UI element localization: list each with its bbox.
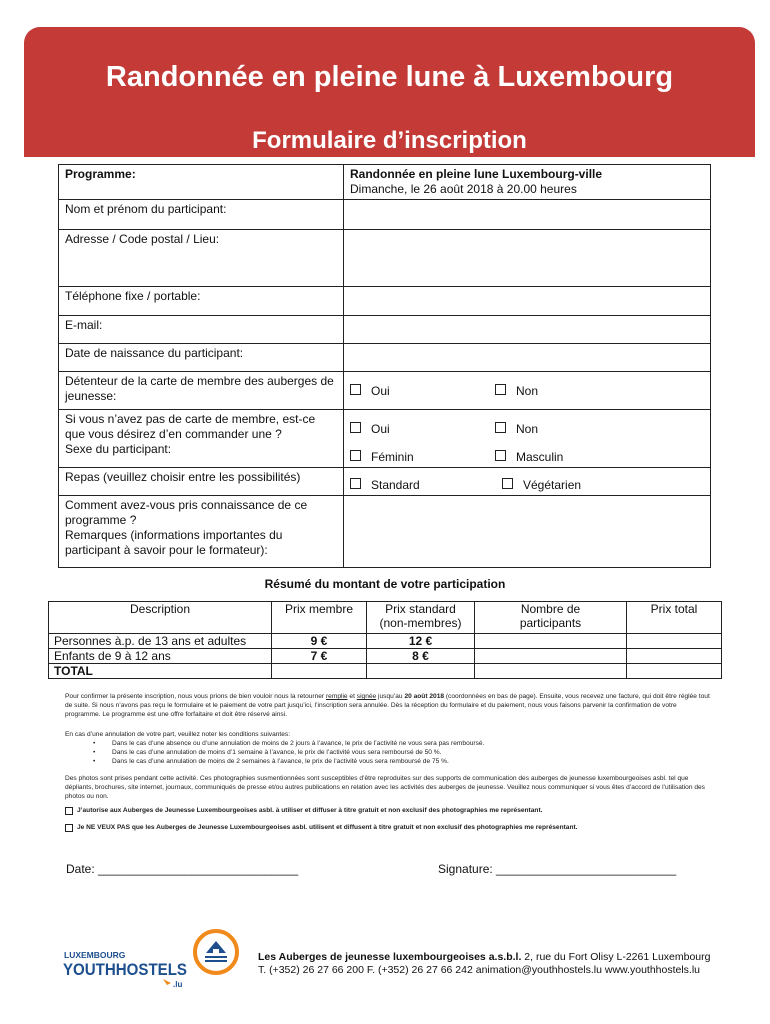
list-item: • Dans le cas d’une annulation de moins d’1 semaine à l’avance, le prix de l’activité vous sera remboursé de 50 %. — [93, 748, 710, 757]
consent-no-line[interactable] — [65, 823, 710, 832]
checkbox[interactable] — [495, 422, 506, 433]
footer-address: 2, rue du Fort Olisy L-2261 Luxembourg — [521, 951, 711, 963]
logo-arrow-shape — [163, 979, 171, 985]
total-field[interactable] — [627, 664, 722, 679]
programme-label: Programme: — [59, 165, 344, 200]
checkbox[interactable] — [495, 384, 506, 395]
page-title: Randonnée en pleine lune à Luxembourg — [105, 61, 674, 93]
meal-vegetarian-option[interactable]: Végétarien — [502, 478, 581, 493]
footer-org: Les Auberges de jeunesse luxembourgeoises a.s.b.l. — [258, 951, 522, 963]
title-banner — [24, 27, 755, 157]
member-card-no-option[interactable]: Non — [495, 384, 538, 399]
member-card-label: Détenteur de la carte de membre des auberges de jeunesse: — [59, 372, 344, 410]
hostelling-international-logo — [193, 929, 239, 975]
order-card-label: Si vous n’avez pas de carte de membre, est-ce que vous désirez d’en commander une ? — [65, 412, 316, 441]
summary-header: Prix total — [627, 602, 722, 634]
sex-label: Sexe du participant: — [65, 442, 172, 456]
email-field[interactable] — [344, 316, 711, 344]
programme-date: Dimanche, le 26 août 2018 à 20.00 heures — [350, 182, 577, 196]
order-card-yes-option[interactable]: Oui — [350, 422, 495, 437]
text-run: et — [347, 693, 357, 700]
order-sex-options — [344, 410, 711, 468]
row-participants-field[interactable] — [475, 649, 627, 664]
summary-header: Nombre de participants — [475, 602, 627, 634]
photos-paragraph: Des photos sont prises pendant cette activité. Ces photographies susmentionnées sont susceptibles d’être reproduites sur des supports de communication des auberges de jeunesse luxembourgeoises asbl. tel que dépliants, brochures, site internet, journaux, communiqués de presse et/ou autres publications en relation avec les activités des auberges de jeunesse. Veuillez nous communiquer si vous êtes d’accord de l’utilisation des photos ou non. — [65, 775, 705, 800]
programme-title: Randonnée en pleine lune Luxembourg-ville — [350, 167, 603, 181]
logo-suffix-text: .lu — [173, 980, 183, 989]
meal-label: Repas (veuillez choisir entre les possibilités) — [59, 468, 344, 496]
order-card-no-option[interactable]: Non — [495, 422, 538, 437]
summary-title: Résumé du montant de votre participation — [264, 577, 506, 591]
registration-form — [58, 164, 711, 568]
source-remarks-cell — [59, 496, 344, 568]
row-total-field[interactable] — [627, 634, 722, 649]
checkbox[interactable] — [495, 450, 506, 461]
confirmation-paragraph — [65, 692, 710, 719]
row-total-field[interactable] — [627, 649, 722, 664]
name-label: Nom et prénom du participant: — [59, 200, 344, 230]
summary-table — [48, 601, 722, 679]
consent-yes-text: J’autorise aux Auberges de Jeunesse Luxembourgeoises asbl. à utiliser et diffuser à titre gratuit et non exclusif des photographies me représentant. — [77, 807, 543, 814]
checkbox[interactable] — [65, 824, 73, 832]
birthdate-field[interactable] — [344, 344, 711, 372]
footer-contact — [258, 951, 710, 977]
row-description: Personnes à.p. de 13 ans et adultes — [49, 634, 272, 649]
row-standard-price: 12 € — [367, 634, 475, 649]
text-run: (coordonnées en bas de page). Ensuite, vous recevez une facture, qui doit être réglée tout de suite. Si nous n’avons pas reçu le formulaire et le paiement de votre part jusqu’ici, l’inscription sera annulée. Dès la réception du formulaire et du paiement, nous vous faisons parvenir la confirmation de votre programme. Le programme est une offre forfaitaire et doit être réservé ainsi. — [65, 693, 710, 718]
total-row — [49, 664, 722, 679]
summary-header: Description — [49, 602, 272, 634]
total-empty-cell — [272, 664, 367, 679]
cancellation-intro: En cas d’une annulation de votre part, veuillez noter les conditions suivantes: — [65, 731, 291, 738]
programme-info — [344, 165, 711, 200]
logo-top-text: LUXEMBOURG — [64, 950, 126, 960]
source-remarks-field[interactable] — [344, 496, 711, 568]
list-item: • Dans le cas d’une absence ou d’une annulation de moins de 2 jours à l’avance, le prix de l’activité ne vous sera pas remboursé. — [93, 739, 710, 748]
row-participants-field[interactable] — [475, 634, 627, 649]
order-card-cell — [59, 410, 344, 468]
row-member-price: 9 € — [272, 634, 367, 649]
member-card-options — [344, 372, 711, 410]
address-label: Adresse / Code postal / Lieu: — [59, 230, 344, 287]
consent-yes-line[interactable] — [65, 806, 710, 815]
text-run: remplie — [325, 693, 348, 700]
consent-no-text: Je NE VEUX PAS que les Auberges de Jeunesse Luxembourgeoises asbl. utilisent et diffusent à titre gratuit et non exclusif des photographies me représentant. — [77, 824, 578, 831]
cancellation-list — [65, 739, 710, 766]
date-field[interactable]: Date: ______________________________ — [66, 862, 299, 876]
footer-address-line — [258, 951, 710, 964]
total-label: TOTAL — [49, 664, 272, 679]
page-subtitle: Formulaire d’inscription — [252, 127, 527, 154]
address-field[interactable] — [344, 230, 711, 287]
table-row — [49, 634, 722, 649]
sex-male-option[interactable]: Masculin — [495, 450, 563, 465]
checkbox[interactable] — [65, 807, 73, 815]
logo-text-line — [205, 960, 227, 962]
footer-contact-line: T. (+352) 26 27 66 200 F. (+352) 26 27 66 242 animation@youthhostels.lu www.youthhostels.lu — [258, 964, 701, 976]
phone-label: Téléphone fixe / portable: — [59, 287, 344, 316]
checkbox[interactable] — [350, 422, 361, 433]
row-member-price: 7 € — [272, 649, 367, 664]
source-label: Comment avez-vous pris connaissance de ce programme ? — [65, 498, 308, 527]
total-empty-cell — [367, 664, 475, 679]
text-run: Pour confirmer la présente inscription, nous vous prions de bien vouloir nous la retourner — [65, 693, 326, 700]
phone-field[interactable] — [344, 287, 711, 316]
email-label: E-mail: — [59, 316, 344, 344]
birthdate-label: Date de naissance du participant: — [59, 344, 344, 372]
meal-standard-option[interactable]: Standard — [350, 478, 502, 493]
sex-female-option[interactable]: Féminin — [350, 450, 495, 465]
signature-field[interactable]: Signature: ___________________________ — [438, 862, 677, 876]
logo-main-text: YOUTHHOSTELS — [63, 961, 187, 979]
summary-header: Prix membre — [272, 602, 367, 634]
logo-house-door — [213, 949, 219, 953]
youthhostels-logo — [63, 949, 191, 989]
text-run: 20 août 2018 — [404, 693, 445, 700]
meal-options — [344, 468, 711, 496]
total-empty-cell — [475, 664, 627, 679]
checkbox[interactable] — [350, 478, 361, 489]
member-card-yes-option[interactable]: Oui — [350, 384, 495, 399]
text-run: jusqu’au — [376, 693, 405, 700]
checkbox[interactable] — [350, 450, 361, 461]
text-run: signée — [356, 693, 377, 700]
name-field[interactable] — [344, 200, 711, 230]
checkbox[interactable] — [502, 478, 513, 489]
remarks-label: Remarques (informations importantes du participant à savoir pour le formateur): — [65, 528, 283, 557]
table-row — [49, 649, 722, 664]
summary-header: Prix standard (non-membres) — [367, 602, 475, 634]
logo-text-line — [205, 956, 227, 958]
cancellation-conditions — [65, 730, 710, 766]
checkbox[interactable] — [350, 384, 361, 395]
row-standard-price: 8 € — [367, 649, 475, 664]
list-item: • Dans le cas d’une annulation de moins de 2 semaines à l’avance, le prix de l’activité vous sera remboursé de 75 %. — [93, 757, 710, 766]
row-description: Enfants de 9 à 12 ans — [49, 649, 272, 664]
